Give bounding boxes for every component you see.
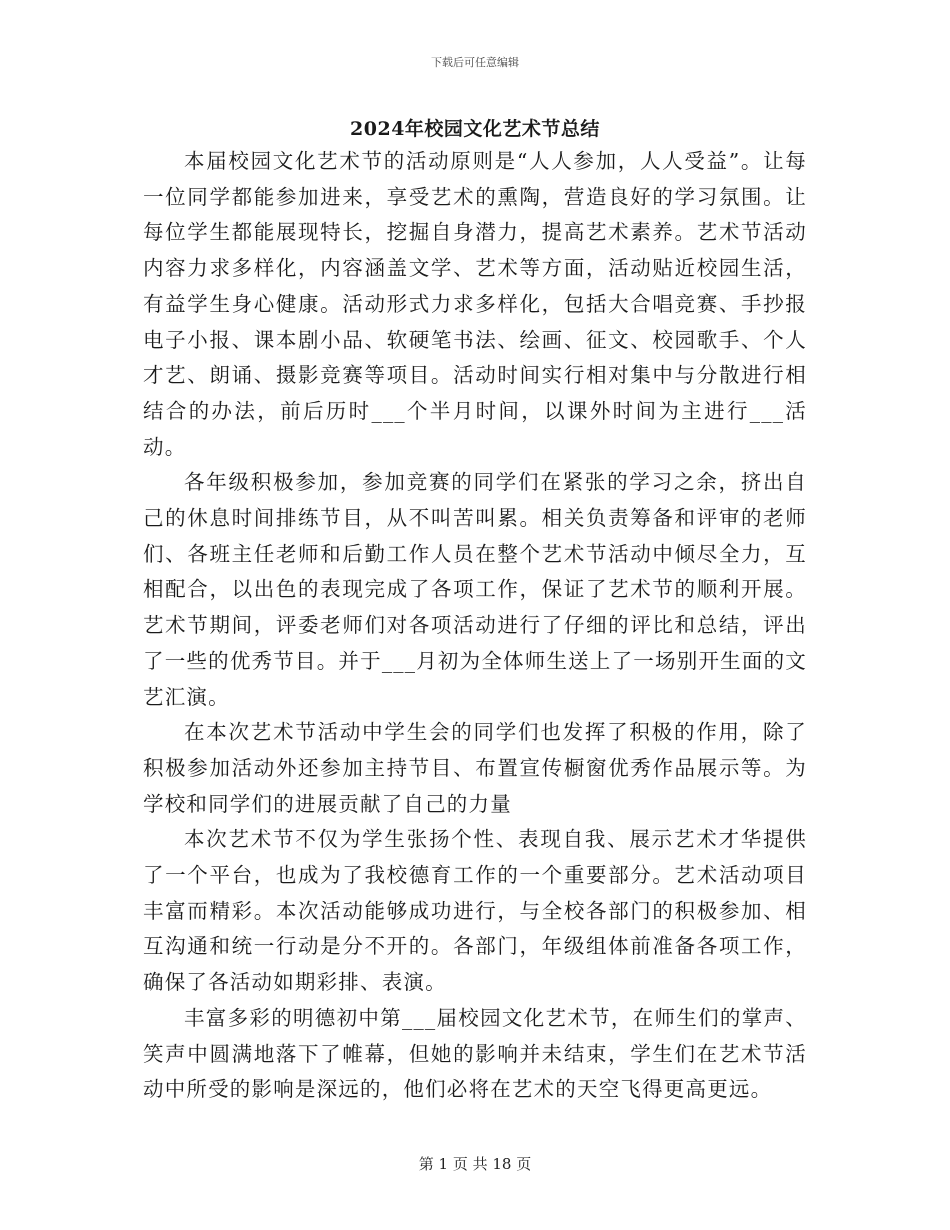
- paragraph-significance: 本次艺术节不仅为学生张扬个性、表现自我、展示艺术才华提供了一个平台，也成为了我校德育工作的一个重要部分。艺术活动项目丰富而精彩。本次活动能够成功进行，与全校各部门的积极参加、相互沟通和统一行动是分不开的。各部门，年级组体前准备各项工作，确保了各活动如期彩排、表演。: [143, 827, 807, 995]
- paragraph-conclusion: 丰富多彩的明德初中第___届校园文化艺术节，在师生们的掌声、笑声中圆满地落下了帷幕，但她的影响并未结束，学生们在艺术节活动中所受的影响是深远的，他们必将在艺术的天空飞得更高更远。: [143, 1005, 807, 1102]
- document-body: [143, 144, 807, 1108]
- document-title: 2024年校园文化艺术节总结: [350, 118, 600, 140]
- paragraph-participation: 各年级积极参加，参加竞赛的同学们在紧张的学习之余，挤出自己的休息时间排练节目，从不叫苦叫累。相关负责筹备和评审的老师们、各班主任老师和后勤工作人员在整个艺术节活动中倾尽全力，互相配合，以出色的表现完成了各项工作，保证了艺术节的顺利开展。艺术节期间，评委老师们对各项活动进行了仔细的评比和总结，评出了一些的优秀节目。并于___月初为全体师生送上了一场别开生面的文艺汇演。: [143, 470, 807, 709]
- paragraph-student-union: 在本次艺术节活动中学生会的同学们也发挥了积极的作用，除了积极参加活动外还参加主持节目、布置宣传橱窗优秀作品展示等。为学校和同学们的进展贡献了自己的力量: [143, 720, 807, 816]
- download-note: 下载后可任意编辑: [431, 56, 519, 69]
- paragraph-activity-principles: 本届校园文化艺术节的活动原则是“人人参加，人人受益”。让每一位同学都能参加进来，享受艺术的熏陶，营造良好的学习氛围。让每位学生都能展现特长，挖掘自身潜力，提高艺术素养。艺术节活动内容力求多样化，内容涵盖文学、艺术等方面，活动贴近校园生活，有益学生身心健康。活动形式力求多样化，包括大合唱竞赛、手抄报电子小报、课本剧小品、软硬笔书法、绘画、征文、校园歌手、个人才艺、朗诵、摄影竞赛等项目。活动时间实行相对集中与分散进行相结合的办法，前后历时___个半月时间，以课外时间为主进行___活动。: [143, 149, 807, 459]
- page-number: 第 1 页 共 18 页: [418, 1155, 532, 1173]
